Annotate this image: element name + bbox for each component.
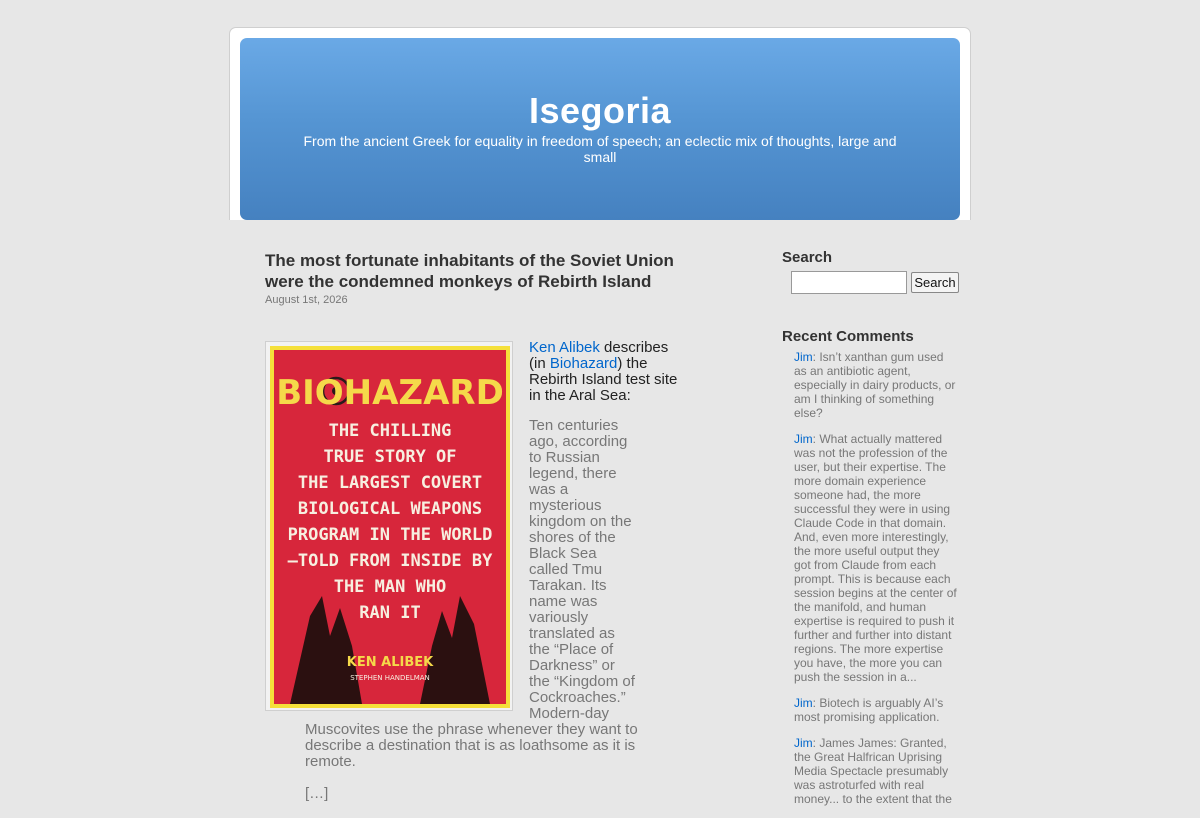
site-description: From the ancient Greek for equality in freedom of speech; an eclectic mix of thoughts, large and small <box>303 133 897 165</box>
recent-comment <box>794 696 959 724</box>
intro-text-end: ) the Rebirth Island test site in the Aral Sea: <box>529 355 678 404</box>
comment-author-link[interactable]: Jim <box>794 432 813 446</box>
book-cover-image <box>270 346 510 708</box>
cover-subtitle-line: TRUE STORY OF <box>323 447 457 467</box>
site-header <box>240 38 960 220</box>
cover-subtitle-line: PROGRAM IN THE WORLD <box>287 525 493 545</box>
recent-comments-list <box>794 350 959 818</box>
cover-subtitle-line: BIOLOGICAL WEAPONS <box>297 499 483 519</box>
cover-subtitle-line: THE MAN WHO <box>333 577 447 597</box>
post-title[interactable]: The most fortunate inhabitants of the Soviet Union were the condemned monkeys of Rebirth Island <box>265 251 674 291</box>
search-button[interactable]: Search <box>911 272 959 293</box>
search-input[interactable] <box>791 271 907 294</box>
recent-comments-title: Recent Comments <box>782 328 914 345</box>
comment-text[interactable]: : James James: Granted, the Great Halfrican Uprising Media Spectacle presumably was astroturfed with real money... to the extent that the <box>794 736 952 806</box>
cover-subtitle-line: THE CHILLING <box>328 421 452 441</box>
sidebar <box>782 249 962 806</box>
ken-alibek-link[interactable]: Ken Alibek <box>529 339 600 356</box>
cover-title: BIOHAZARD <box>276 373 504 413</box>
intro-text-mid: describes (in <box>529 339 669 372</box>
search-form <box>791 271 961 293</box>
read-more-ellipsis: […] <box>305 785 329 802</box>
biohazard-link[interactable]: Biohazard <box>549 355 618 372</box>
comment-text[interactable]: : Isn’t xanthan gum used as an antibiotic agent, especially in dairy products, or am I thinking of something else? <box>794 350 956 420</box>
search-widget-title: Search <box>782 249 833 266</box>
post-date: August 1st, 2026 <box>265 294 348 306</box>
comment-author-link[interactable]: Jim <box>794 350 813 364</box>
post <box>265 250 675 306</box>
blockquote-part-1: Ten centuries ago, according to Russian legend, there was a mysterious kingdom on the shores of the Black Sea called Tmu Tarakan. Its name was variously translated as the “Place of Darkness” or the “Kingdom of Cockroaches.” Modern-day <box>529 417 635 722</box>
cover-author: KEN ALIBEK <box>346 655 434 670</box>
blockquote-part-2: Muscovites use the phrase whenever they want to describe a destination that is as loathsome as it is remote. <box>305 721 638 770</box>
comment-text[interactable]: : Biotech is arguably AI’s most promising application. <box>794 696 944 724</box>
post-intro <box>529 340 679 404</box>
comment-text[interactable]: : What actually mattered was not the profession of the user, but their expertise. The more domain experience someone had, the more successful they were in using Claude Code in that domain. And, even more interestingly, the more useful output they got from Claude from each prompt. This is because each session begins at the center of the manifold, and human expertise is required to push it further and further into distant regions. The more expertise you have, the more you can push the session in a... <box>794 432 957 684</box>
cover-subtitle-line: THE LARGEST COVERT <box>297 473 483 493</box>
cover-coauthor: STEPHEN HANDELMAN <box>350 674 430 682</box>
cover-subtitle-line: RAN IT <box>359 603 421 623</box>
recent-comment <box>794 432 959 684</box>
cover-subtitle-line: —TOLD FROM INSIDE BY <box>287 551 493 571</box>
recent-comment <box>794 736 959 806</box>
comment-author-link[interactable]: Jim <box>794 736 813 750</box>
book-cover-frame[interactable] <box>265 341 513 711</box>
comment-author-link[interactable]: Jim <box>794 696 813 710</box>
recent-comment <box>794 350 959 420</box>
site-title[interactable]: Isegoria <box>528 90 672 131</box>
